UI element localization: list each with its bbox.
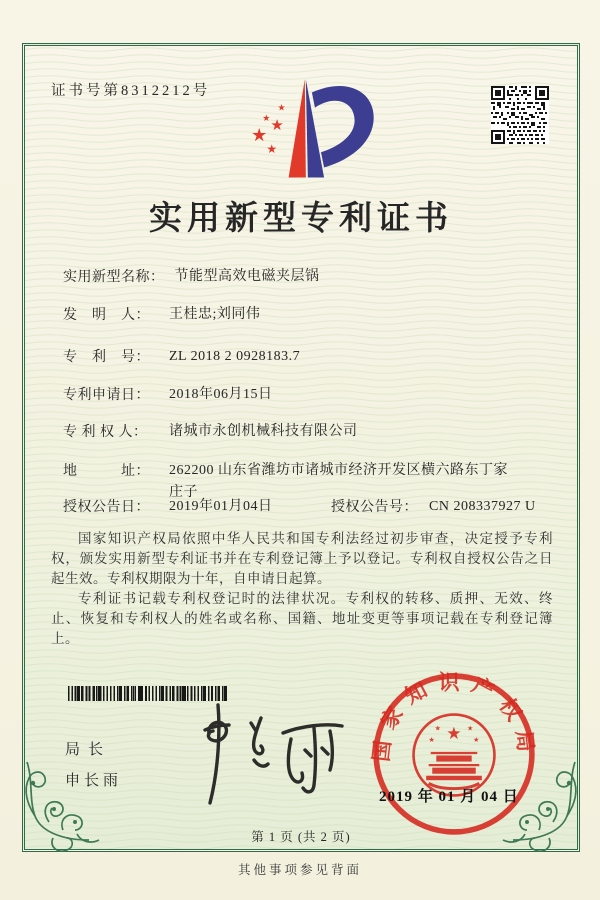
certificate-title: 实用新型专利证书	[149, 201, 453, 237]
field-row-filing-date	[63, 384, 549, 406]
field-value: 诸城市永创机械科技有限公司	[169, 424, 358, 439]
corner-flourish-left	[19, 760, 105, 856]
field-row-name	[63, 266, 549, 288]
field-label: 授权公告号：	[331, 500, 418, 515]
star-icon: ★	[262, 112, 271, 123]
field-value: 262200 山东省潍坊市诸城市经济开发区横六路东丁家庄子	[169, 463, 508, 500]
field-label: 专 利 号：	[63, 350, 150, 365]
field-pair-grant-number	[331, 496, 536, 518]
field-value: 王桂忠;刘同伟	[169, 307, 261, 322]
field-value: 2019年01月04日	[169, 499, 273, 514]
field-value: CN 208337927 U	[429, 499, 536, 514]
svg-text:国家知识产权局	[369, 670, 539, 762]
back-note: 其他事项参见背面	[237, 863, 362, 877]
seal-emblem-gate	[427, 753, 482, 789]
certificate-border-frame	[22, 43, 580, 852]
field-label: 授权公告日：	[63, 500, 150, 515]
commissioner-title: 局长	[65, 742, 112, 758]
seal-star-icon: ★	[428, 735, 435, 744]
field-label: 专利申请日：	[63, 388, 150, 403]
field-label: 发 明 人：	[63, 308, 150, 323]
corner-flourish-right	[497, 760, 583, 856]
field-row-inventor	[63, 304, 549, 326]
field-value: 节能型高效电磁夹层锅	[174, 269, 320, 284]
field-label: 实用新型名称：	[63, 270, 165, 285]
commissioner-name: 申长雨	[65, 773, 123, 789]
seal-star-icon: ★	[446, 723, 462, 743]
legal-paragraph-1: 国家知识产权局依照中华人民共和国专利法经过初步审查，决定授予专利权，颁发实用新型专利证书并在专利登记簿上予以登记。专利权自授权公告之日起生效。专利权期限为十年，自申请日起算。	[51, 531, 553, 586]
logo-blue-bowl	[312, 86, 374, 167]
seal-star-icon: ★	[473, 735, 480, 744]
star-icon: ★	[251, 125, 268, 146]
seal-star-icon: ★	[434, 724, 441, 733]
field-label: 地 址：	[63, 464, 150, 479]
field-row-grant	[63, 496, 549, 518]
qr-code	[491, 86, 549, 144]
certificate-number: 证书号第8312212号	[51, 83, 211, 99]
page-number: 第 1 页 (共 2 页)	[251, 830, 351, 844]
handwritten-signature	[195, 698, 355, 813]
field-row-patentee	[63, 421, 549, 443]
seal-star-icon: ★	[467, 724, 474, 733]
field-label: 专 利 权 人：	[63, 425, 148, 440]
star-icon: ★	[270, 116, 284, 134]
field-row-patent-number	[63, 346, 549, 368]
seal-ring-text: 国家知识产权局	[369, 670, 539, 763]
cnipa-logo-icon	[239, 76, 401, 190]
legal-text	[51, 529, 553, 649]
star-icon: ★	[266, 142, 278, 157]
field-value: 2018年06月15日	[169, 387, 273, 402]
legal-paragraph-2: 专利证书记载专利权登记时的法律状况。专利权的转移、质押、无效、终止、恢复和专利权人的姓名或名称、国籍、地址变更等事项记载在专利登记簿上。	[51, 591, 553, 646]
field-value: ZL 2018 2 0928183.7	[169, 349, 301, 364]
star-icon: ★	[277, 102, 286, 113]
logo-red-spike	[289, 79, 306, 177]
seal-date: 2019 年 01 月 04 日	[379, 789, 519, 805]
